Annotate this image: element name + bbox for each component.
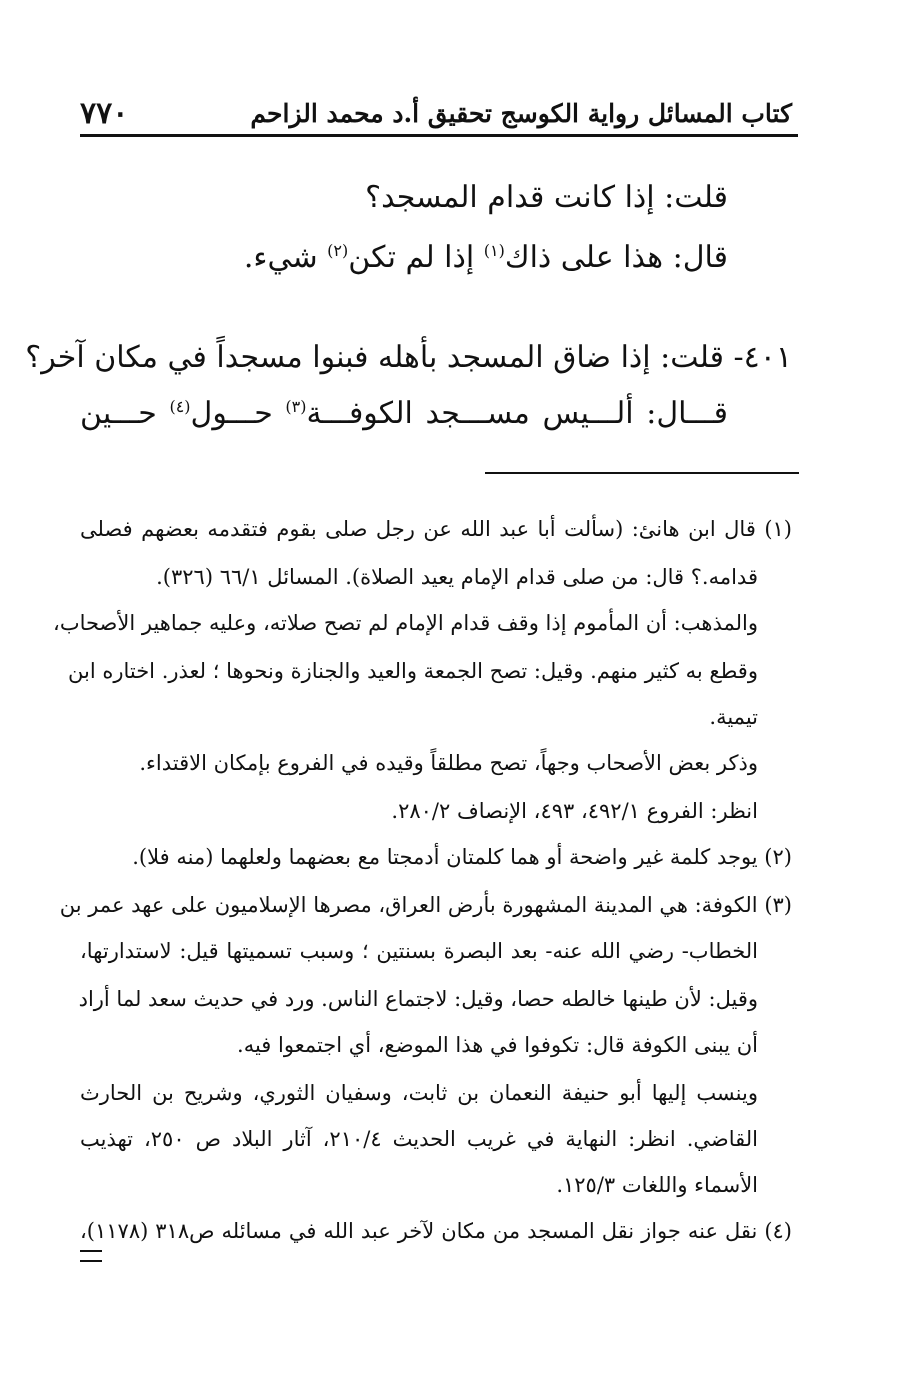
main-line-2-part-b: إذا لم تكن [348,240,484,275]
footnote-1-line-3: والمذهب: أن المأموم إذا وقف قدام الإمام لم تصح صلاته، وعليه جماهير الأصحاب، [53,611,758,635]
answer-word-1: قـــال: [646,396,728,431]
main-line-2 [244,238,728,278]
footnote-ref-1: (١) [483,241,505,260]
footnote-4-line-1: (٤) نقل عنه جواز نقل المسجد من مكان لآخر عبد الله في مسائله ص٣١٨ (١١٧٨)، [80,1219,792,1243]
footnote-3-line-1: (٣) الكوفة: هي المدينة المشهورة بأرض العراق، مصرها الإسلاميون على عهد عمر بن [59,893,792,917]
answer-word-2: ألـــيس [542,396,634,431]
running-header [80,92,792,132]
answer-word-6: حـــين [80,396,157,431]
answer-word-3: مســـجد [425,396,530,431]
main-line-2-part-a: قال: هذا على ذاك [504,240,728,275]
footnote-1-line-1: (١) قال ابن هانئ: (سألت أبا عبد الله عن رجل صلى بقوم فتقدمه بعضهم فصلى [80,517,792,541]
question-401: ٤٠١- قلت: إذا ضاق المسجد بأهله فبنوا مسجداً في مكان آخر؟ [25,340,792,375]
footnote-2-line-1: (٢) يوجد كلمة غير واضحة أو هما كلمتان أدمجتا مع بعضهما ولعلهما (منه فلا). [132,845,792,869]
answer-word-5-text: حـــول [190,396,273,431]
answer-word-4 [285,394,412,434]
footnote-ref-3: (٣) [285,397,307,416]
footnote-3-line-2: الخطاب- رضي الله عنه- بعد البصرة بسنتين ؛ وسبب تسميتها قيل: لاستدارتها، [80,939,758,963]
continuation-mark [80,1250,102,1262]
footnote-separator [485,472,799,474]
footnote-ref-2: (٢) [327,241,349,260]
page-number: ٧٧٠ [80,96,129,131]
main-line-1: قلت: إذا كانت قدام المسجد؟ [365,180,728,215]
running-title: كتاب المسائل رواية الكوسج تحقيق أ.د محمد الزاحم [250,99,792,128]
answer-word-4-text: الكوفـــة [306,396,413,431]
footnote-1-line-4: وقطع به كثير منهم. وقيل: تصح الجمعة والعيد والجنازة ونحوها ؛ لعذر. اختاره ابن [67,659,758,683]
answer-401-line [80,394,728,434]
footnote-3-line-4: أن يبنى الكوفة قال: تكوفوا في هذا الموضع، أي اجتمعوا فيه. [237,1033,758,1057]
footnote-ref-4: (٤) [169,397,191,416]
footnote-1-line-5: تيمية. [709,705,758,729]
footnote-3-line-6: القاضي. انظر: النهاية في غريب الحديث ٢١٠/٤، آثار البلاد ص ٢٥٠، تهذيب [80,1127,758,1151]
footnote-3-line-7: الأسماء واللغات ١٢٥/٣. [556,1173,758,1197]
footnote-3-line-3: وقيل: لأن طينها خالطه حصا، وقيل: لاجتماع الناس. ورد في حديث سعد لما أراد [78,987,758,1011]
header-rule [80,134,798,137]
footnote-1-line-2: قدامه.؟ قال: من صلى قدام الإمام يعيد الصلاة). المسائل ٦٦/١ (٣٢٦). [156,565,758,589]
footnote-1-line-7: انظر: الفروع ٤٩٢/١، ٤٩٣، الإنصاف ٢٨٠/٢. [391,799,758,823]
footnote-3-line-5: وينسب إليها أبو حنيفة النعمان بن ثابت، وسفيان الثوري، وشريح بن الحارث [80,1081,758,1105]
footnote-1-line-6: وذكر بعض الأصحاب وجهاً، تصح مطلقاً وقيده في الفروع بإمكان الاقتداء. [139,751,758,775]
main-line-2-part-c: شيء. [243,240,328,275]
answer-word-5 [169,394,272,434]
